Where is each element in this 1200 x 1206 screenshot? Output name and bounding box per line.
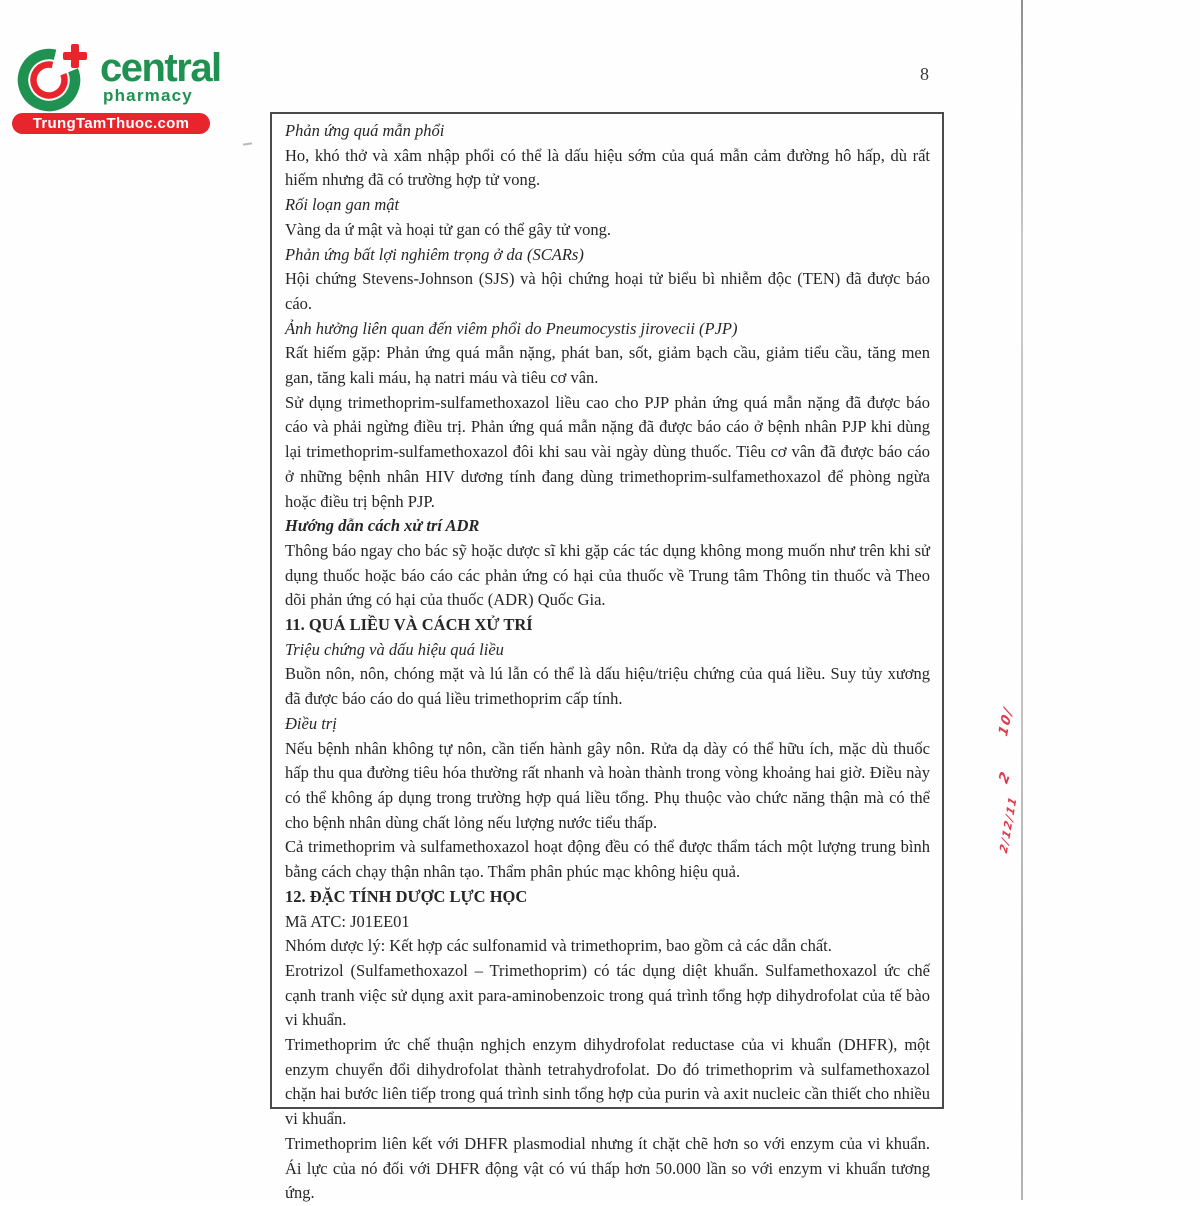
document-paragraph: Cả trimethoprim và sulfamethoxazol hoạt động đều có thể được thẩm tách một lượng trung bình bằng cách chạy thận nhân tạo. Thẩm phân phúc mạc không hiệu quả. <box>285 837 930 882</box>
logo-website-badge <box>12 113 210 134</box>
handwritten-annotation-mark: 2/12/11 <box>997 793 1020 856</box>
document-paragraph: Mã ATC: J01EE01 <box>285 911 410 931</box>
document-paragraph: 11. QUÁ LIỀU VÀ CÁCH XỬ TRÍ <box>285 615 533 635</box>
document-paragraph: Nhóm dược lý: Kết hợp các sulfonamid và trimethoprim, bao gồm cả các dẫn chất. <box>285 936 832 956</box>
document-paragraph: Erotrizol (Sulfamethoxazol – Trimethoprim) có tác dụng diệt khuẩn. Sulfamethoxazol ức chế cạnh tranh việc sử dụng axit para-aminobenzoic trong quá trình tổng hợp dihydrofolat của tế bào vi khuẩn. <box>285 960 930 1030</box>
logo-brand-text: central <box>100 46 221 90</box>
document-paragraph: Thông báo ngay cho bác sỹ hoặc dược sĩ khi gặp các tác dụng không mong muốn như trên khi sử dụng thuốc hoặc báo cáo các phản ứng có hại của thuốc về Trung tâm Thông tin thuốc và Theo dõi phản ứng có hại của thuốc (ADR) Quốc Gia. <box>285 540 930 610</box>
document-paragraph: Phản ứng quá mẫn phổi <box>285 121 445 140</box>
page-fold-line <box>1021 0 1023 1200</box>
document-paragraph: Rối loạn gan mật <box>285 195 400 215</box>
document-paragraph: Nếu bệnh nhân không tự nôn, cần tiến hành gây nôn. Rửa dạ dày có thể hữu ích, mặc dù thuốc hấp thu qua đường tiêu hóa thường rất nhanh và hoàn thành trong vòng khoảng hai giờ. Điều này có thể không áp dụng trong trường hợp quá liều tổng. Phụ thuộc vào chức năng thận mà có thể cho bệnh nhân dùng chất lỏng nếu lượng nước tiểu thấp. <box>285 738 930 832</box>
document-paragraph: Ảnh hưởng liên quan đến viêm phổi do Pneumocystis jirovecii (PJP) <box>285 318 738 338</box>
handwritten-annotations <box>986 690 1026 880</box>
handwritten-annotation-mark: 10/ <box>996 704 1017 739</box>
document-paragraph: Trimethoprim liên kết với DHFR plasmodial nhưng ít chặt chẽ hơn so với enzym của vi khuẩn. Ái lực của nó đối với DHFR động vật có vú thấp hơn 50.000 lần so với enzym vi khuẩn tương ứng. <box>285 1133 930 1203</box>
document-text <box>270 112 944 1203</box>
document-paragraph: Vàng da ứ mật và hoại tử gan có thể gây tử vong. <box>285 219 612 239</box>
document-paragraph: Triệu chứng và dấu hiệu quá liều <box>285 639 504 659</box>
pharmacy-c-logo-icon <box>12 36 90 114</box>
document-paragraph: Rất hiếm gặp: Phản ứng quá mẫn nặng, phát ban, sốt, giảm bạch cầu, giảm tiểu cầu, tăng men gan, tăng kali máu, hạ natri máu và tiêu cơ vân. <box>285 343 930 388</box>
document-paragraph: Ho, khó thở và xâm nhập phổi có thể là dấu hiệu sớm của quá mẫn cảm đường hô hấp, dù rất hiếm nhưng đã có trường hợp tử vong. <box>285 145 930 190</box>
plus-icon <box>63 44 87 68</box>
central-pharmacy-logo <box>10 34 230 144</box>
document-paragraph: Hội chứng Stevens-Johnson (SJS) và hội chứng hoại tử biểu bì nhiễm độc (TEN) đã được báo cáo. <box>285 269 930 313</box>
logo-website-text: TrungTamThuoc.com <box>32 115 190 132</box>
document-paragraph: Buồn nôn, nôn, chóng mặt và lú lẫn có thể là dấu hiệu/triệu chứng của quá liều. Suy tủy xương đã được báo cáo do quá liều trimethoprim cấp tính. <box>285 664 930 709</box>
page-number: 8 <box>920 64 929 84</box>
document-paragraph: Trimethoprim ức chế thuận nghịch enzym dihydrofolat reductase của vi khuẩn (DHFR), một enzym chuyển đổi dihydrofolat thành tetrahydrofolat. Do đó trimethoprim và sulfamethoxazol chặn hai bước liên tiếp trong quá trình sinh tổng hợp của purin và axit nucleic cần thiết cho nhiều vi khuẩn. <box>285 1035 930 1129</box>
document-paragraph: Phản ứng bất lợi nghiêm trọng ở da (SCARs) <box>285 244 584 264</box>
document-paragraph: Hướng dẫn cách xử trí ADR <box>285 516 480 536</box>
scan-artifact-mark <box>243 142 252 145</box>
document-paragraph: Sử dụng trimethoprim-sulfamethoxazol liều cao cho PJP phản ứng quá mẫn nặng đã được báo cáo và phải ngừng điều trị. Phản ứng quá mẫn nặng đã được báo cáo ở bệnh nhân PJP khi dùng lại trimethoprim-sulfamethoxazol đôi khi sau vài ngày dùng thuốc. Tiêu cơ vân đã được báo cáo ở những bệnh nhân HIV dương tính đang dùng trimethoprim-sulfamethoxazol để phòng ngừa hoặc điều trị bệnh PJP. <box>285 392 930 511</box>
handwritten-annotation-mark: 2 <box>996 769 1014 787</box>
document-paragraph: 12. ĐẶC TÍNH DƯỢC LỰC HỌC <box>285 886 528 906</box>
document-paragraph: Điều trị <box>285 713 337 733</box>
logo-brand-subtext: pharmacy <box>103 86 193 105</box>
